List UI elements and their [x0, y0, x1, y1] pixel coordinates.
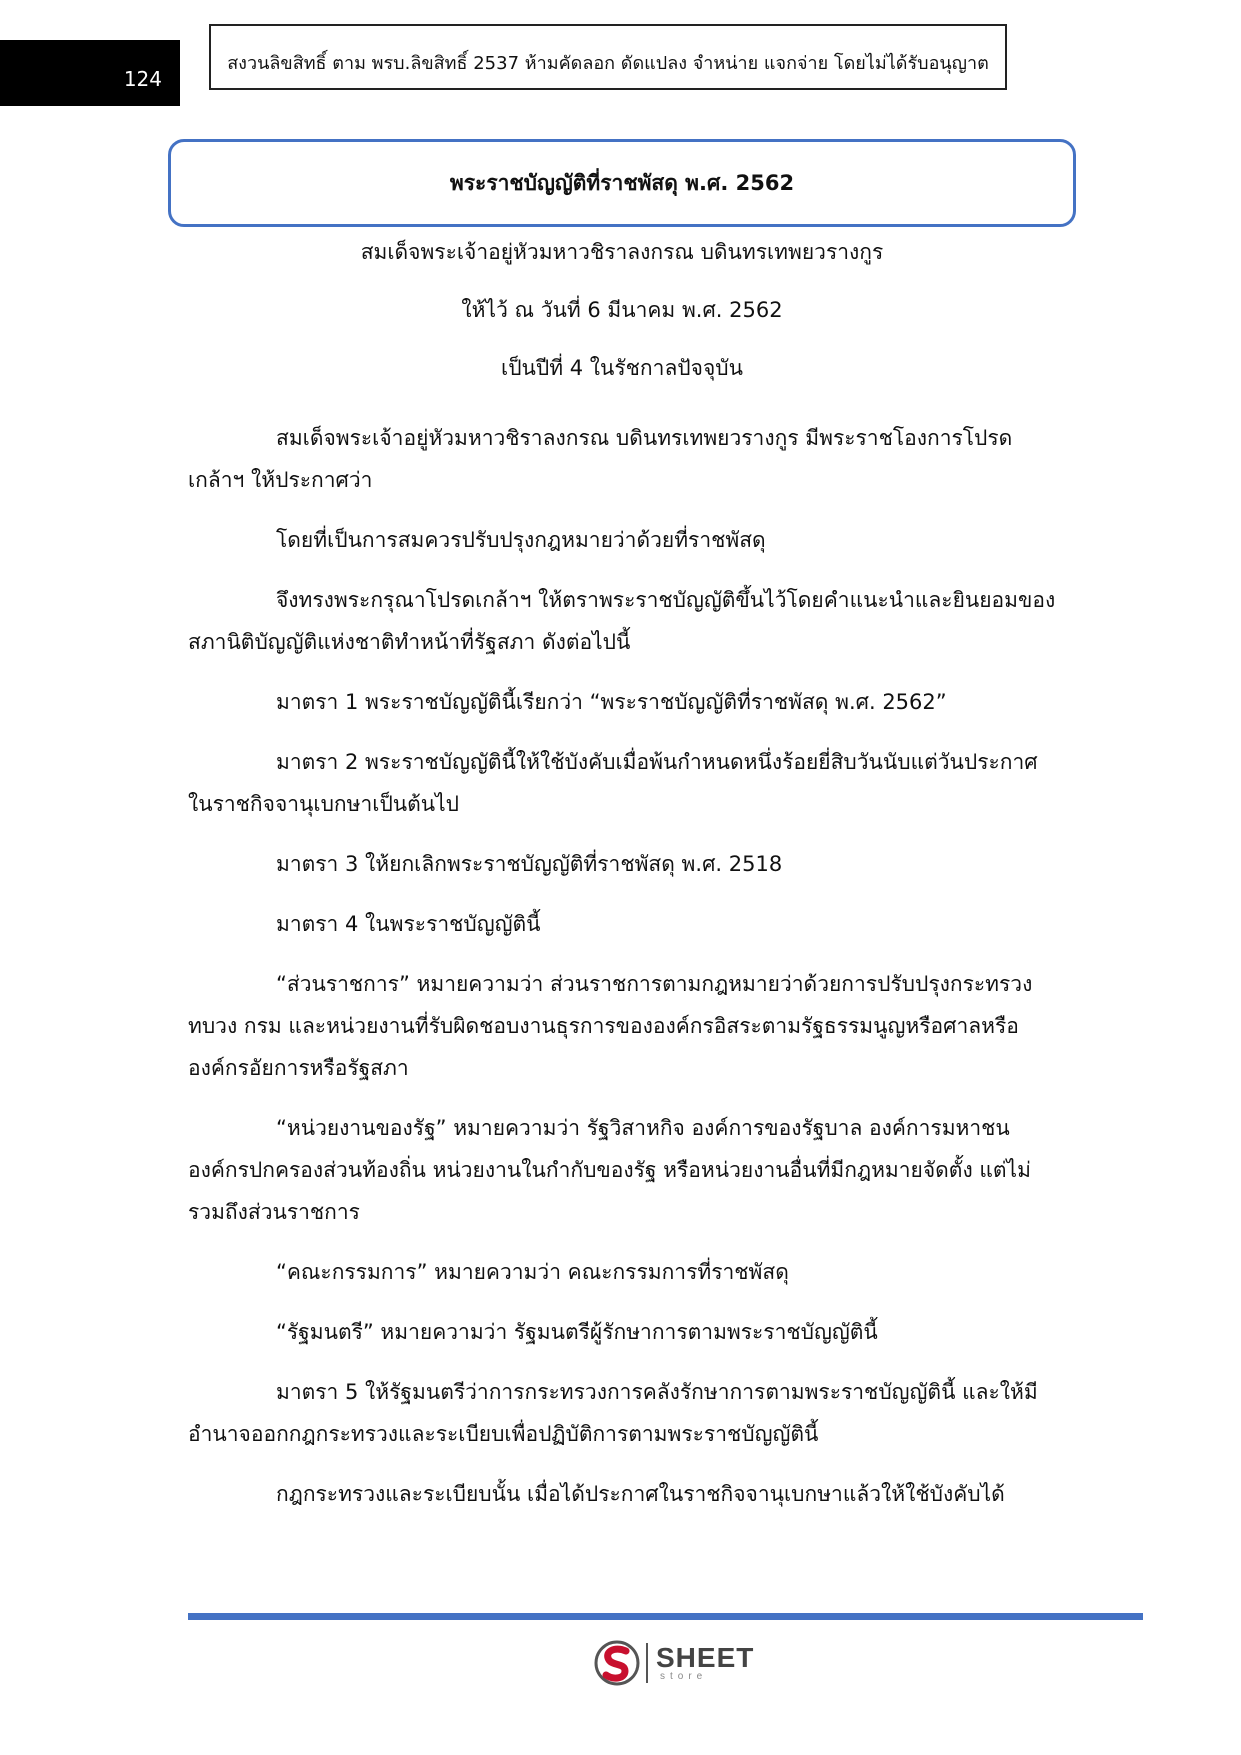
paragraph-rationale: โดยที่เป็นการสมควรปรับปรุงกฎหมายว่าด้วยที่ราชพัสดุ — [276, 528, 766, 552]
preamble-king: สมเด็จพระเจ้าอยู่หัวมหาวชิราลงกรณ บดินทรเทพยวรางกูร — [360, 240, 884, 264]
preamble-date: ให้ไว้ ณ วันที่ 6 มีนาคม พ.ศ. 2562 — [461, 298, 783, 322]
logo-sub: store — [660, 1671, 708, 1682]
logo-text — [656, 1644, 754, 1682]
body-content — [188, 417, 1056, 1533]
preamble-reign-year: เป็นปีที่ 4 ในรัชกาลปัจจุบัน — [501, 356, 743, 380]
copyright-notice: สงวนลิขสิทธิ์ ตาม พรบ.ลิขสิทธิ์ 2537 ห้ามคัดลอก ดัดแปลง จำหน่าย แจกจ่าย โดยไม่ได้รับอนุญาต — [227, 52, 989, 74]
paragraph-enactment: จึงทรงพระกรุณาโปรดเกล้าฯ ให้ตราพระราชบัญญัติขึ้นไว้โดยคำแนะนำและยินยอมของสภานิติบัญญัติแห่งชาติทำหน้าที่รัฐสภา ดังต่อไปนี้ — [188, 588, 1056, 654]
definition-state-agency: “หน่วยงานของรัฐ” หมายความว่า รัฐวิสาหกิจ องค์การของรัฐบาล องค์การมหาชน องค์กรปกครองส่วนท้องถิ่น หน่วยงานในกำกับของรัฐ หรือหน่วยงานอื่นที่มีกฎหมายจัดตั้ง แต่ไม่รวมถึงส่วนราชการ — [188, 1116, 1031, 1224]
title-box — [168, 139, 1076, 227]
paragraph-proclamation: สมเด็จพระเจ้าอยู่หัวมหาวชิราลงกรณ บดินทรเทพยวรางกูร มีพระราชโองการโปรดเกล้าฯ ให้ประกาศว่า — [188, 426, 1013, 492]
section-5: มาตรา 5 ให้รัฐมนตรีว่าการกระทรวงการคลังรักษาการตามพระราชบัญญัตินี้ และให้มีอำนาจออกกฎกระทรวงและระเบียบเพื่อปฏิบัติการตามพระราชบัญญัตินี้ — [188, 1380, 1038, 1446]
section-4: มาตรา 4 ในพระราชบัญญัตินี้ — [276, 912, 541, 936]
copyright-notice-box — [209, 24, 1007, 90]
logo-word: SHEET — [656, 1642, 755, 1673]
sheet-store-logo — [592, 1637, 762, 1689]
definition-government-agency: “ส่วนราชการ” หมายความว่า ส่วนราชการตามกฎหมายว่าด้วยการปรับปรุงกระทรวง ทบวง กรม และหน่วยงานที่รับผิดชอบงานธุรการขององค์กรอิสระตามรัฐธรรมนูญหรือศาลหรือองค์กรอัยการหรือรัฐสภา — [188, 972, 1033, 1080]
definition-committee: “คณะกรรมการ” หมายความว่า คณะกรรมการที่ราชพัสดุ — [276, 1260, 789, 1284]
document-title: พระราชบัญญัติที่ราชพัสดุ พ.ศ. 2562 — [449, 170, 795, 195]
footer-divider — [188, 1613, 1143, 1620]
definition-minister: “รัฐมนตรี” หมายความว่า รัฐมนตรีผู้รักษาการตามพระราชบัญญัตินี้ — [276, 1320, 878, 1344]
section-2: มาตรา 2 พระราชบัญญัตินี้ให้ใช้บังคับเมื่อพ้นกำหนดหนึ่งร้อยยี่สิบวันนับแต่วันประกาศในราชกิจจานุเบกษาเป็นต้นไป — [188, 750, 1038, 816]
page-number: 124 — [123, 67, 162, 91]
logo-separator — [646, 1643, 648, 1683]
paragraph-ministerial-regulations: กฎกระทรวงและระเบียบนั้น เมื่อได้ประกาศในราชกิจจานุเบกษาแล้วให้ใช้บังคับได้ — [276, 1482, 1005, 1506]
page-number-box — [0, 40, 180, 106]
section-1: มาตรา 1 พระราชบัญญัตินี้เรียกว่า “พระราชบัญญัติที่ราชพัสดุ พ.ศ. 2562” — [276, 690, 947, 714]
sheet-store-s-logo-icon — [592, 1638, 642, 1688]
section-3: มาตรา 3 ให้ยกเลิกพระราชบัญญัติที่ราชพัสดุ พ.ศ. 2518 — [276, 852, 783, 876]
